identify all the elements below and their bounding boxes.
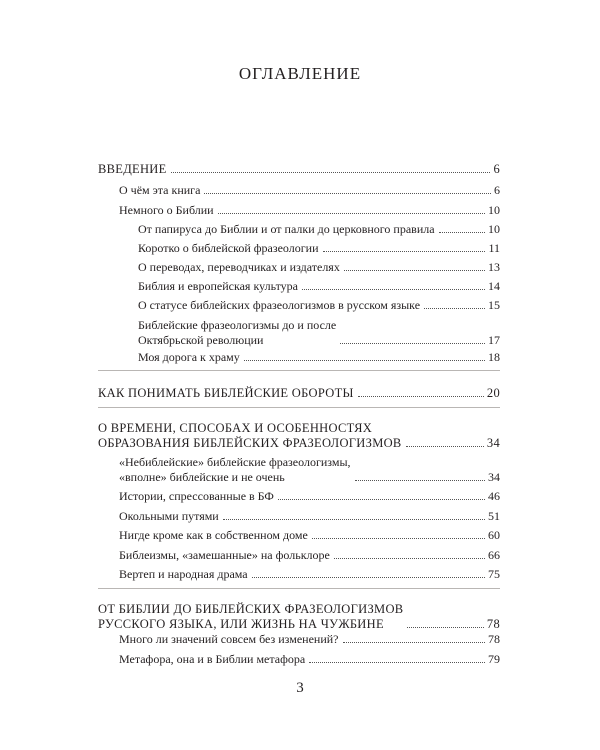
toc-entry-title: Метафора, она и в Библии метафора — [119, 652, 306, 666]
toc-entry-page: 17 — [488, 333, 500, 347]
toc-entry-page: 6 — [494, 183, 500, 197]
toc-leader-dots — [439, 232, 485, 233]
toc-leader-dots — [406, 446, 484, 447]
toc-leader-dots — [343, 642, 486, 643]
toc-entry[interactable] — [138, 241, 500, 256]
toc-entry-title: О чём эта книга — [119, 183, 201, 197]
toc-entry-page: 66 — [488, 548, 500, 562]
toc-entry-page: 6 — [493, 162, 500, 176]
toc-entry-title: О статусе библейских фразеологизмов в русском языке — [138, 298, 421, 312]
page-title: ОГЛАВЛЕНИЕ — [238, 64, 362, 83]
toc-leader-dots — [358, 396, 484, 397]
toc-section-how-to-understand — [98, 370, 500, 408]
toc-leader-dots — [223, 519, 485, 520]
toc-entry[interactable] — [119, 548, 500, 563]
toc-entry[interactable] — [119, 567, 500, 582]
toc-entry-page: 34 — [486, 436, 500, 450]
toc-leader-dots — [340, 343, 485, 344]
toc-entry[interactable] — [98, 386, 500, 401]
toc-entry-title: О переводах, переводчиках и издателях — [138, 260, 340, 274]
toc-entry[interactable] — [138, 260, 500, 275]
toc-entry[interactable] — [119, 455, 500, 485]
toc-entry-page: 60 — [488, 528, 500, 542]
toc-entry-page: 13 — [488, 260, 500, 274]
toc-leader-dots — [252, 577, 485, 578]
toc-leader-dots — [278, 499, 485, 500]
toc-entry-title: Библия и европейская культура — [138, 279, 299, 293]
toc-entry-title: Моя дорога к храму — [138, 350, 240, 364]
toc-entry-page: 10 — [488, 222, 500, 236]
toc-leader-dots — [309, 662, 485, 663]
toc-leader-dots — [424, 308, 485, 309]
toc-entry-page: 14 — [488, 279, 500, 293]
toc-leader-dots — [323, 251, 486, 252]
toc-leader-dots — [355, 480, 485, 481]
toc-entry-page: 79 — [488, 652, 500, 666]
toc-entry[interactable] — [98, 602, 500, 632]
toc-entry-title: ОТ БИБЛИИ ДО БИБЛЕЙСКИХ ФРАЗЕОЛОГИЗМОВ РУССКОГО ЯЗЫКА, ИЛИ ЖИЗНЬ НА ЧУЖБИНЕ — [98, 602, 404, 631]
toc-leader-dots — [407, 627, 483, 628]
toc-entry-title: Коротко о библейской фразеологии — [138, 241, 319, 255]
toc-leader-dots — [218, 213, 485, 214]
toc-leader-dots — [312, 538, 485, 539]
toc-entry-title: Истории, спрессованные в БФ — [119, 489, 274, 503]
toc-entry[interactable] — [119, 489, 500, 504]
toc-entry[interactable] — [119, 183, 500, 198]
toc-leader-dots — [171, 172, 491, 173]
toc-entry[interactable] — [119, 632, 500, 647]
toc-entry-page: 78 — [488, 632, 500, 646]
toc-entry-page: 75 — [488, 567, 500, 581]
toc-entry[interactable] — [138, 222, 500, 237]
toc-entry-page: 78 — [486, 617, 500, 631]
toc-entry-page: 20 — [486, 386, 500, 400]
toc-leader-dots — [334, 558, 485, 559]
toc-entry-page: 18 — [488, 350, 500, 364]
toc-entry[interactable] — [119, 652, 500, 667]
toc-entry[interactable] — [138, 318, 500, 348]
toc-section-introduction — [98, 158, 500, 371]
toc-entry-title: Нигде кроме как в собственном доме — [119, 528, 308, 542]
toc-entry[interactable] — [119, 203, 500, 218]
toc-entry-page: 15 — [488, 298, 500, 312]
toc-entry[interactable] — [119, 528, 500, 543]
toc-entry-page: 11 — [488, 241, 500, 255]
toc-entry-title: Вертеп и народная драма — [119, 567, 248, 581]
toc-section-from-bible — [98, 588, 500, 668]
toc-entry-title: Библеизмы, «замешанные» на фольклоре — [119, 548, 330, 562]
toc-entry[interactable] — [138, 298, 500, 313]
toc-leader-dots — [344, 270, 485, 271]
toc-entry-page: 51 — [488, 509, 500, 523]
toc-entry-page: 34 — [488, 470, 500, 484]
toc-entry[interactable] — [138, 279, 500, 294]
toc-entry-title: ВВЕДЕНИЕ — [98, 162, 167, 176]
toc-entry[interactable] — [98, 421, 500, 451]
toc-entry-page: 46 — [488, 489, 500, 503]
toc-entry[interactable] — [138, 350, 500, 365]
toc-leader-dots — [302, 289, 485, 290]
toc-entry[interactable] — [119, 509, 500, 524]
toc-entry-page: 10 — [488, 203, 500, 217]
toc-entry-title: Окольными путями — [119, 509, 219, 523]
toc-section-time-and-ways — [98, 407, 500, 589]
toc-entry-title: Много ли значений совсем без изменений? — [119, 632, 339, 646]
toc-entry-title: «Небиблейские» библейские фразеологизмы, «вполне» библейские и не очень — [119, 455, 351, 484]
toc-entry-title: От папируса до Библии и от палки до церковного правила — [138, 222, 435, 236]
toc-entry-title: О ВРЕМЕНИ, СПОСОБАХ И ОСОБЕННОСТЯХ ОБРАЗОВАНИЯ БИБЛЕЙСКИХ ФРАЗЕОЛОГИЗМОВ — [98, 421, 402, 450]
page-number: 3 — [296, 680, 304, 696]
toc-entry-title: КАК ПОНИМАТЬ БИБЛЕЙСКИЕ ОБОРОТЫ — [98, 386, 354, 400]
toc-leader-dots — [244, 360, 485, 361]
toc-entry-title: Библейские фразеологизмы до и после Октябрьской революции — [138, 318, 337, 347]
toc-entry[interactable] — [98, 162, 500, 177]
toc-entry-title: Немного о Библии — [119, 203, 214, 217]
toc-leader-dots — [204, 193, 491, 194]
